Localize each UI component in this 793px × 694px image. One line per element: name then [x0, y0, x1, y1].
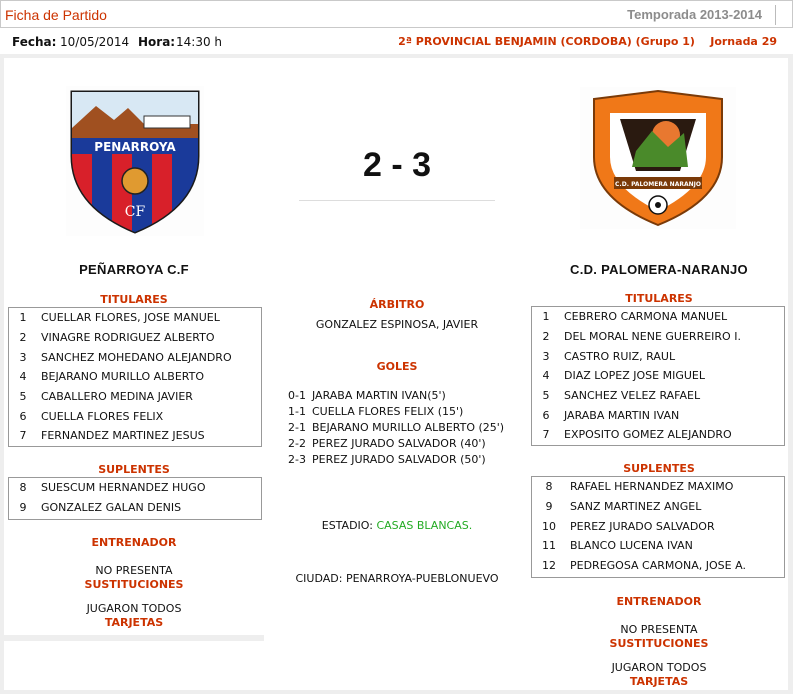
- player-row: 7 FERNANDEZ MARTINEZ JESUS: [19, 429, 205, 443]
- home-subs-label: SUPLENTES: [98, 463, 170, 476]
- city-name: PENARROYA-PUEBLONUEVO: [345, 572, 499, 585]
- home-team-name: PEÑARROYA C.F: [79, 262, 189, 277]
- home-substitutions-label: SUSTITUCIONES: [84, 578, 184, 591]
- player-row: 8 SUESCUM HERNANDEZ HUGO: [19, 481, 206, 495]
- away-subs-label: SUPLENTES: [623, 462, 695, 475]
- time-label: Hora:: [138, 35, 176, 49]
- referee-label: ÁRBITRO: [369, 298, 425, 311]
- away-subs-list: [531, 476, 785, 578]
- title-separator: [775, 5, 776, 25]
- player-row: 6 JARABA MARTIN IVAN: [542, 408, 680, 422]
- away-substitutions-label: SUSTITUCIONES: [609, 637, 709, 650]
- player-row: 12 PEDREGOSA CARMONA, JOSE A.: [542, 559, 746, 573]
- away-substitutions: JUGARON TODOS: [611, 661, 707, 674]
- time-value: 14:30 h: [176, 35, 223, 49]
- city-label: CIUDAD:: [295, 572, 343, 585]
- home-substitutions: JUGARON TODOS: [86, 602, 182, 615]
- goal-row: 2-1 BEJARANO MURILLO ALBERTO (25'): [288, 421, 505, 434]
- date-label: Fecha:: [12, 35, 57, 49]
- home-subs-list: [8, 477, 262, 520]
- home-starters-label: TITULARES: [100, 293, 168, 306]
- competition-info: [398, 35, 777, 48]
- score-divider: [299, 200, 495, 201]
- stadium-label: ESTADIO:: [321, 519, 373, 532]
- away-starters-label: TITULARES: [625, 292, 693, 305]
- player-row: 11 BLANCO LUCENA IVAN: [542, 539, 693, 553]
- player-row: 1 CUELLAR FLORES, JOSE MANUEL: [19, 311, 220, 325]
- stadium-info: [264, 519, 530, 532]
- player-row: 4 DIAZ LOPEZ JOSE MIGUEL: [542, 369, 706, 383]
- player-row: 3 CASTRO RUIZ, RAUL: [542, 349, 676, 363]
- player-row: 3 SANCHEZ MOHEDANO ALEJANDRO: [19, 350, 232, 364]
- home-team-panel: [4, 58, 264, 635]
- player-row: 9 GONZALEZ GALAN DENIS: [19, 501, 182, 515]
- away-crest-shield-icon: [580, 87, 736, 229]
- page-title: Ficha de Partido: [5, 7, 107, 23]
- home-crest-text: PENARROYA: [94, 140, 176, 154]
- goal-row: 2-2 PEREZ JURADO SALVADOR (40'): [288, 437, 486, 450]
- player-row: 5 CABALLERO MEDINA JAVIER: [19, 390, 193, 404]
- city-info: [264, 572, 530, 585]
- away-team-panel: [530, 58, 788, 690]
- match-sheet: [0, 54, 793, 694]
- goal-row: 2-3 PEREZ JURADO SALVADOR (50'): [288, 453, 486, 466]
- goal-row: 0-1 JARABA MARTIN IVAN(5'): [288, 389, 446, 402]
- away-crest-text: C.D. PALOMERA NARANJO: [615, 181, 701, 188]
- player-row: 4 BEJARANO MURILLO ALBERTO: [19, 370, 204, 384]
- away-team-name: C.D. PALOMERA-NARANJO: [570, 262, 748, 277]
- referee-name: GONZALEZ ESPINOSA, JAVIER: [315, 318, 479, 331]
- home-crest-shield-icon: [66, 86, 204, 236]
- match-info-bar: [0, 28, 793, 54]
- home-starters-list: [8, 307, 262, 447]
- home-cards-label: TARJETAS: [104, 616, 164, 629]
- player-row: 2 VINAGRE RODRIGUEZ ALBERTO: [19, 331, 215, 345]
- home-coach: NO PRESENTA: [95, 564, 173, 577]
- matchday: Jornada 29: [710, 35, 777, 48]
- player-row: 7 EXPOSITO GOMEZ ALEJANDRO: [542, 428, 732, 442]
- home-crest: [66, 86, 204, 236]
- away-cards-label: TARJETAS: [629, 675, 689, 688]
- competition-name: 2ª PROVINCIAL BENJAMIN (CORDOBA) (Grupo 1): [398, 35, 695, 48]
- player-row: 2 DEL MORAL NENE GUERREIRO I.: [542, 330, 741, 344]
- goals-label: GOLES: [376, 360, 418, 373]
- away-starters-list: [531, 306, 785, 446]
- away-coach: NO PRESENTA: [620, 623, 698, 636]
- home-crest-initials: CF: [124, 204, 146, 220]
- player-row: 5 SANCHEZ VELEZ RAFAEL: [542, 389, 701, 403]
- goals-list: [288, 389, 504, 469]
- player-row: 1 CEBRERO CARMONA MANUEL: [542, 310, 728, 324]
- title-bar: [0, 0, 793, 28]
- match-panel: [264, 58, 530, 690]
- away-coach-label: ENTRENADOR: [616, 595, 702, 608]
- player-row: 10 PEREZ JURADO SALVADOR: [542, 519, 715, 533]
- player-row: 6 CUELLA FLORES FELIX: [19, 409, 164, 423]
- final-score: 2 - 3: [362, 146, 432, 184]
- home-coach-label: ENTRENADOR: [91, 536, 177, 549]
- date-value: 10/05/2014: [60, 35, 130, 49]
- goal-row: 1-1 CUELLA FLORES FELIX (15'): [288, 405, 464, 418]
- stadium-name: CASAS BLANCAS.: [376, 519, 473, 532]
- player-row: 8 RAFAEL HERNANDEZ MAXIMO: [545, 480, 734, 494]
- season-label: Temporada 2013-2014: [627, 7, 762, 22]
- player-row: 9 SANZ MARTINEZ ANGEL: [545, 500, 702, 514]
- away-crest: [580, 87, 736, 229]
- home-extra-panel: [4, 641, 264, 690]
